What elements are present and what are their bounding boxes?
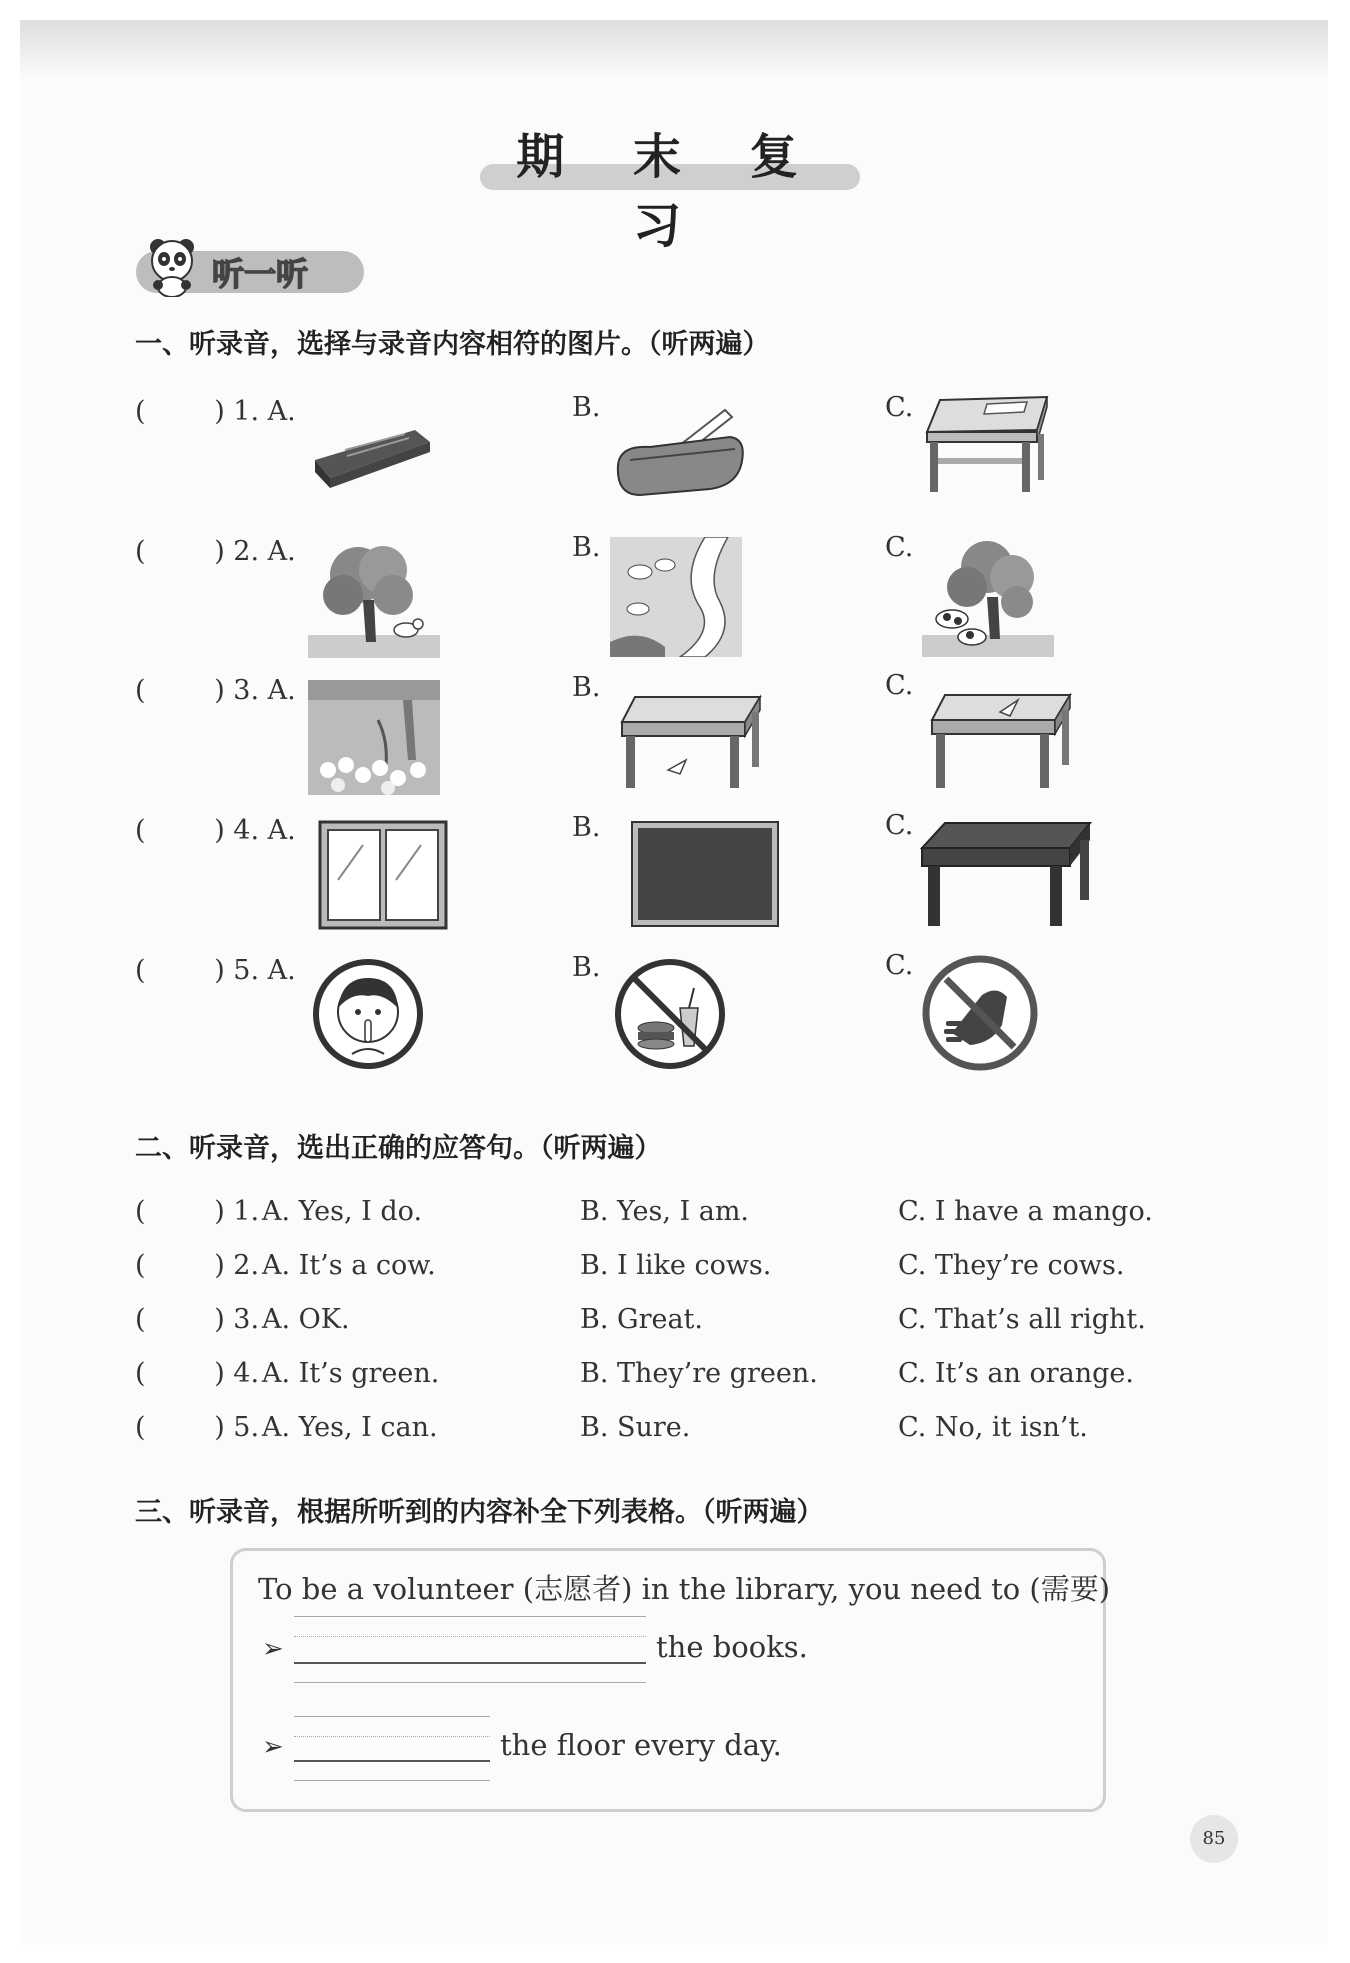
writing-guide-line xyxy=(294,1682,646,1683)
section1-heading: 一、听录音，选择与录音内容相符的图片。（听两遍） xyxy=(135,329,770,360)
pencil-case-icon xyxy=(610,405,750,500)
no-food-sign-icon xyxy=(614,958,726,1070)
s1-q1-number: ( ) 1. A. xyxy=(135,396,296,427)
s2-q5-option-c: C. No, it isn’t. xyxy=(898,1412,1088,1443)
page-top-shadow xyxy=(20,20,1328,80)
s1-q4-number: ( ) 4. A. xyxy=(135,815,296,846)
s2-q1-option-a: A. Yes, I do. xyxy=(262,1196,423,1227)
listen-badge-label: 听一听 xyxy=(212,255,309,293)
blackboard-icon xyxy=(630,820,780,928)
desk-with-ruler-icon xyxy=(922,392,1052,500)
answer-line-1[interactable] xyxy=(294,1662,646,1664)
listen-badge xyxy=(130,237,370,297)
no-touching-sign-icon xyxy=(922,955,1038,1071)
s1-q3-number: ( ) 3. A. xyxy=(135,675,296,706)
s2-q4-option-b: B. They’re green. xyxy=(580,1358,818,1389)
tree-with-cows-icon xyxy=(922,537,1054,657)
writing-guide-line xyxy=(294,1616,646,1617)
s1-q1-label-c: C. xyxy=(885,392,914,423)
flowers-by-window-icon xyxy=(308,680,440,795)
s2-q1-option-b: B. Yes, I am. xyxy=(580,1196,750,1227)
writing-guide-line xyxy=(294,1736,490,1737)
writing-guide-line xyxy=(294,1636,646,1637)
s2-q4-option-c: C. It’s an orange. xyxy=(898,1358,1134,1389)
s2-q2-option-a: A. It’s a cow. xyxy=(262,1250,436,1281)
s2-q2-option-c: C. They’re cows. xyxy=(898,1250,1125,1281)
desk-plane-under-icon xyxy=(620,692,762,792)
s2-q3-option-b: B. Great. xyxy=(580,1304,703,1335)
s1-q5-number: ( ) 5. A. xyxy=(135,955,296,986)
section2-heading: 二、听录音，选出正确的应答句。（听两遍） xyxy=(135,1133,662,1164)
pencil-box-icon xyxy=(305,420,435,492)
s2-q4-option-a: A. It’s green. xyxy=(262,1358,440,1389)
s2-q5-option-b: B. Sure. xyxy=(580,1412,691,1443)
s1-q3-label-b: B. xyxy=(572,672,601,703)
s1-q3-label-c: C. xyxy=(885,670,914,701)
s2-q1-option-c: C. I have a mango. xyxy=(898,1196,1153,1227)
bullet-arrow-icon: ➢ xyxy=(262,1732,284,1762)
quiet-sign-icon xyxy=(312,958,424,1070)
page-title: 期 末 复 习 xyxy=(516,129,824,254)
title-block xyxy=(480,118,860,254)
answer-line-2[interactable] xyxy=(294,1760,490,1762)
s1-q2-label-c: C. xyxy=(885,532,914,563)
s1-q5-label-c: C. xyxy=(885,950,914,981)
desk-plane-on-icon xyxy=(930,690,1072,792)
s1-q5-label-b: B. xyxy=(572,952,601,983)
fill-item-1-text: the books. xyxy=(656,1630,808,1664)
dark-desk-icon xyxy=(920,818,1092,930)
s1-q4-label-b: B. xyxy=(572,812,601,843)
s2-q2-option-b: B. I like cows. xyxy=(580,1250,772,1281)
window-icon xyxy=(318,820,448,930)
section3-heading: 三、听录音，根据所听到的内容补全下列表格。（听两遍） xyxy=(135,1497,824,1528)
s1-q4-label-c: C. xyxy=(885,810,914,841)
fill-item-2-text: the floor every day. xyxy=(500,1728,782,1762)
s2-q4-number: ( ) 4. xyxy=(135,1358,260,1389)
writing-guide-line xyxy=(294,1780,490,1781)
tree-with-goat-icon xyxy=(308,540,440,658)
s2-q3-number: ( ) 3. xyxy=(135,1304,260,1335)
s2-q5-option-a: A. Yes, I can. xyxy=(262,1412,438,1443)
page-number: 85 xyxy=(1190,1815,1238,1863)
panda-icon xyxy=(144,237,200,297)
s1-q1-label-b: B. xyxy=(572,392,601,423)
s2-q3-option-c: C. That’s all right. xyxy=(898,1304,1146,1335)
s2-q3-option-a: A. OK. xyxy=(262,1304,350,1335)
s1-q2-label-b: B. xyxy=(572,532,601,563)
fill-in-intro: To be a volunteer (志愿者) in the library, you need to (需要) xyxy=(258,1572,1111,1606)
bullet-arrow-icon: ➢ xyxy=(262,1634,284,1664)
sheep-by-river-icon xyxy=(610,537,742,657)
s1-q2-number: ( ) 2. A. xyxy=(135,536,296,567)
s2-q5-number: ( ) 5. xyxy=(135,1412,260,1443)
s2-q1-number: ( ) 1. xyxy=(135,1196,260,1227)
writing-guide-line xyxy=(294,1716,490,1717)
s2-q2-number: ( ) 2. xyxy=(135,1250,260,1281)
